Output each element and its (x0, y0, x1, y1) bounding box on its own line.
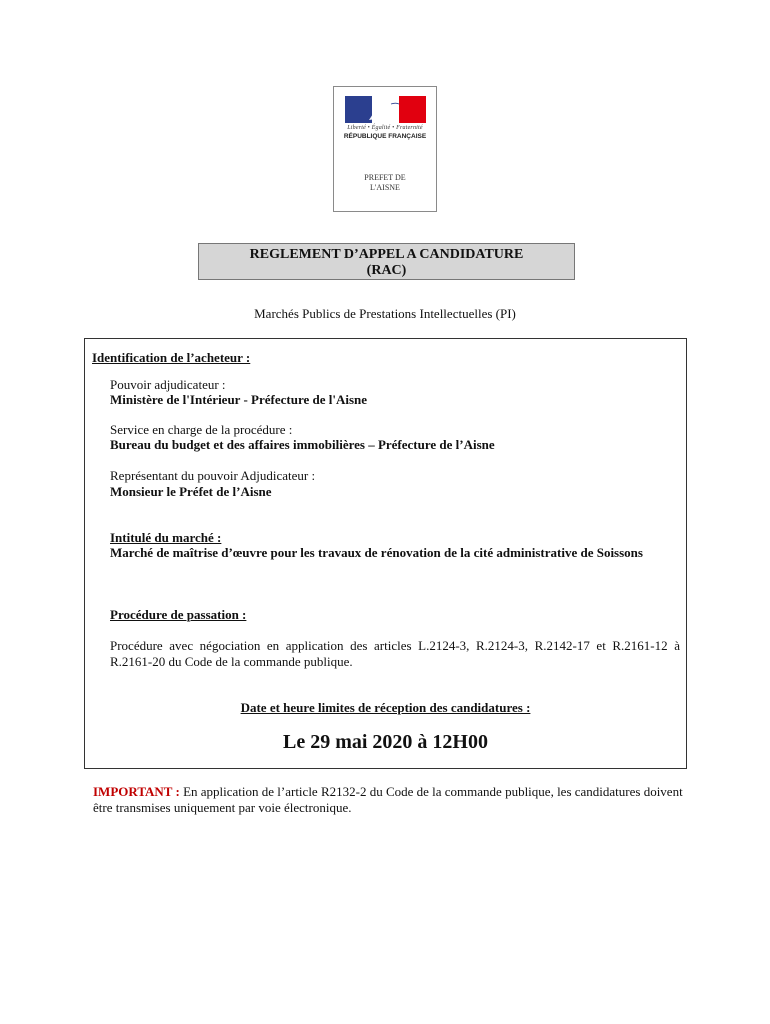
prefecture-logo (333, 86, 437, 212)
republic-motto: Liberté • Égalité • Fraternité (347, 125, 423, 131)
prefet-label: PREFET DE L'AISNE (364, 173, 406, 192)
document-title-acronym: (RAC) (366, 263, 407, 278)
representative-label: Représentant du pouvoir Adjudicateur : (110, 468, 316, 483)
buyer-identification-heading: Identification de l’acheteur : (92, 350, 251, 365)
french-flag-icon (345, 96, 426, 123)
contracting-authority-value: Ministère de l'Intérieur - Préfecture de l'Aisne (110, 392, 368, 407)
award-procedure-heading: Procédure de passation : (110, 607, 247, 622)
deadline-heading: Date et heure limites de réception des candidatures : (240, 700, 531, 715)
document-title-banner (198, 243, 575, 280)
marianne-profile-icon (363, 98, 411, 122)
deadline-value: Le 29 mai 2020 à 12H00 (283, 731, 488, 753)
important-text: En application de l’article R2132-2 du Code de la commande publique, les candidatures doivent être transmises uniquement par voie électronique. (93, 784, 683, 815)
service-label: Service en charge de la procédure : (110, 422, 293, 437)
contracting-authority-label: Pouvoir adjudicateur : (110, 377, 226, 392)
important-label: IMPORTANT : (93, 784, 180, 799)
document-subtitle: Marchés Publics de Prestations Intellectuelles (PI) (254, 306, 516, 321)
representative-value: Monsieur le Préfet de l’Aisne (110, 484, 272, 499)
republic-name: RÉPUBLIQUE FRANÇAISE (343, 133, 427, 140)
document-title: REGLEMENT D’APPEL A CANDIDATURE (249, 247, 524, 262)
contract-title-value: Marché de maîtrise d’œuvre pour les travaux de rénovation de la cité administrative de Soissons (110, 545, 643, 560)
contract-title-heading: Intitulé du marché : (110, 530, 222, 545)
important-notice (93, 784, 685, 816)
award-procedure-value: Procédure avec négociation en application des articles L.2124-3, R.2124-3, R.2142-17 et R.2161-12 à R.2161-20 du Code de la commande publique. (110, 638, 680, 669)
service-value: Bureau du budget et des affaires immobilières – Préfecture de l’Aisne (110, 437, 495, 452)
